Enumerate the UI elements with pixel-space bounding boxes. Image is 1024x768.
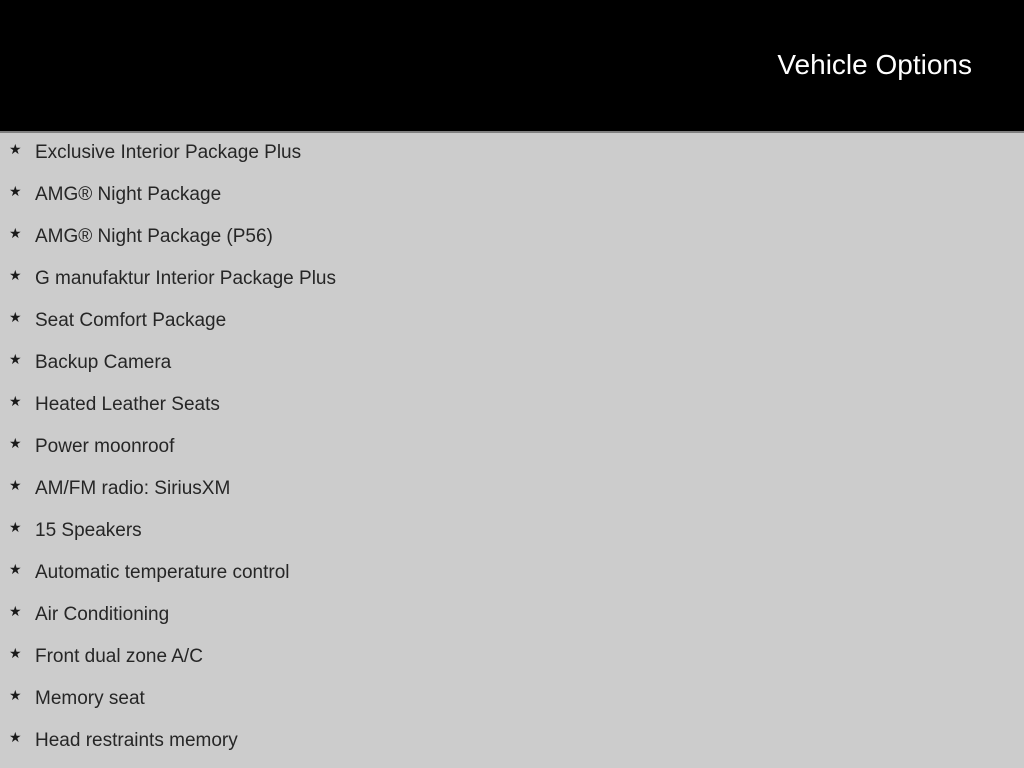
vehicle-options-list [0,133,1024,768]
star-icon: ★ [9,646,22,662]
star-icon: ★ [9,226,22,242]
list-item [0,343,1024,385]
option-label: AMG® Night Package (P56) [35,226,273,247]
list-item [0,553,1024,595]
list-item [0,595,1024,637]
option-label: Exclusive Interior Package Plus [35,142,302,163]
list-item [0,721,1024,763]
option-label: AM/FM radio: SiriusXM [35,478,231,499]
list-item [0,511,1024,553]
option-label: Air Conditioning [35,604,170,625]
star-icon: ★ [9,142,22,158]
list-item [0,469,1024,511]
list-item [0,679,1024,721]
star-icon: ★ [9,688,22,704]
option-label: AMG® Night Package [35,184,222,205]
star-icon: ★ [9,394,22,410]
star-icon: ★ [9,478,22,494]
header-bar [0,0,1024,131]
star-icon: ★ [9,604,22,620]
list-item [0,385,1024,427]
option-label: Head restraints memory [35,730,238,751]
star-icon: ★ [9,352,22,368]
star-icon: ★ [9,310,22,326]
option-label: Power moonroof [35,436,175,457]
star-icon: ★ [9,520,22,536]
star-icon: ★ [9,184,22,200]
option-label: Memory seat [35,688,145,709]
option-label: Seat Comfort Package [35,310,227,331]
option-label: Heated Leather Seats [35,394,220,415]
list-item [0,217,1024,259]
option-label: 15 Speakers [35,520,142,541]
list-item [0,427,1024,469]
list-item [0,637,1024,679]
option-label: G manufaktur Interior Package Plus [35,268,336,289]
list-item [0,133,1024,175]
list-item [0,301,1024,343]
star-icon: ★ [9,730,22,746]
option-label: Automatic temperature control [35,562,290,583]
list-item [0,175,1024,217]
star-icon: ★ [9,436,22,452]
star-icon: ★ [9,562,22,578]
star-icon: ★ [9,268,22,284]
option-label: Backup Camera [35,352,172,373]
page-title: Vehicle Options [777,49,972,80]
option-label: Front dual zone A/C [35,646,203,667]
list-item [0,259,1024,301]
